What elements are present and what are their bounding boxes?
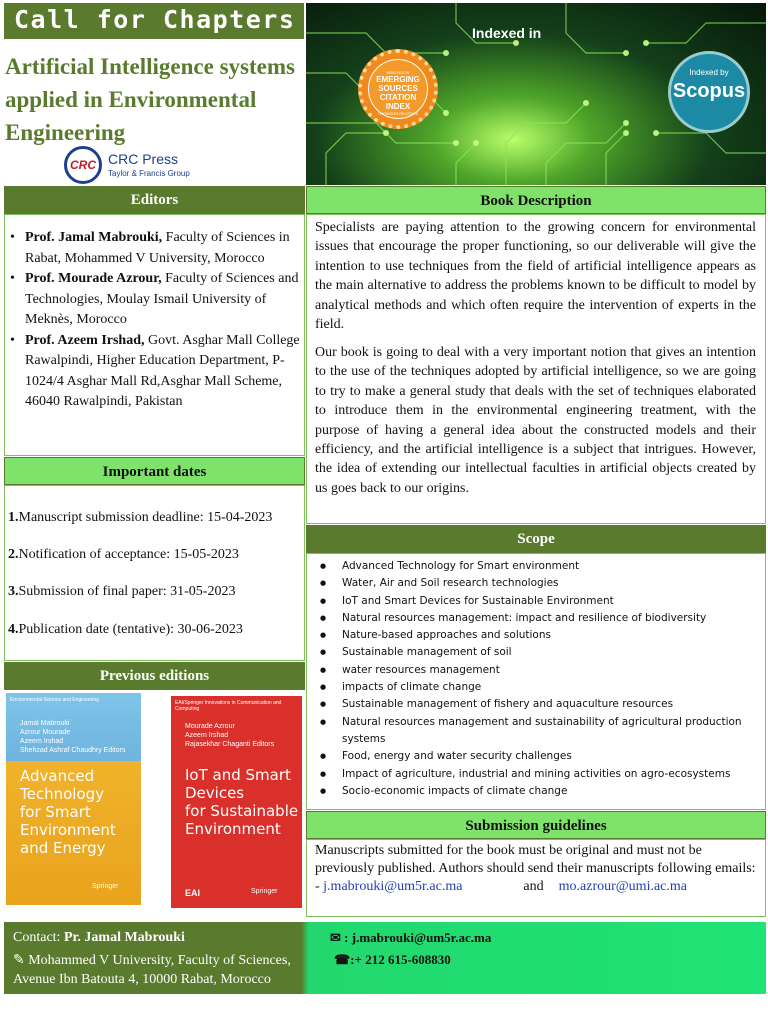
cover-publisher-eai: EAI (185, 888, 201, 898)
previous-editions-heading: Previous editions (4, 662, 305, 690)
esci-line: CITATION (379, 93, 417, 102)
date-text: Manuscript submission deadline: 15-04-2023 (18, 510, 273, 525)
crc-press-logo (64, 146, 194, 184)
dash: - (315, 879, 320, 894)
crc-logo-circle: CRC (64, 146, 102, 184)
esci-bottom: THOMSON REUTERS (377, 111, 419, 116)
cover-title-line: for Sustainable (185, 802, 299, 820)
cover-title-line: Advanced (20, 767, 95, 785)
cover-authors (185, 722, 274, 749)
scope-item: ● Advanced Technology for Smart environment (318, 558, 758, 575)
editor-affiliation: Faculty of Sciences and Technologies, Moulay Ismail University of Meknès, Morocco (25, 271, 299, 327)
scope-item: ● water resources management (318, 662, 758, 679)
publisher-name: CRC Press (108, 151, 179, 167)
address-text: Mohammed V University, Faculty of Sciences, (24, 953, 291, 968)
cover-title-line: Environment (20, 821, 116, 839)
footer-email[interactable]: j.mabrouki@um5r.ac.ma (351, 930, 492, 945)
cover-publisher: Springer (92, 883, 119, 890)
important-dates-heading: Important dates (4, 457, 305, 485)
footer-phone: :+ 212 615-608830 (350, 952, 451, 967)
cover-title-line: IoT and Smart (185, 766, 291, 784)
book-description-heading: Book Description (306, 186, 766, 214)
cover-authors (20, 719, 125, 755)
description-paragraph: Our book is going to deal with a very important notion that gives an intention to the use of the techniques adopted by artificial intelligence, so we are going to try to make a general study that deals with the set of techniques elaborated to introduce them in the environmental engineering treatment, with the purpose of having a general idea about the constructed models and their efficiency, and the artificial intelligence is a subject that intrigues. However, the idea of extending our intellectual faculties in artificial objects created by us goes back to our origins. (315, 345, 756, 496)
editor-affiliation: Faculty of Sciences in Rabat, Mohammed V University, Morocco (25, 230, 290, 266)
footer-email-line (330, 930, 491, 946)
cover-author: Azeem Irshad (20, 738, 64, 745)
date-item (8, 547, 239, 563)
publisher-group: Taylor & Francis Group (108, 169, 190, 178)
date-item (8, 584, 235, 600)
date-item (8, 622, 243, 638)
envelope-icon: ✉ (330, 930, 341, 945)
cover-author: Shehzad Ashraf Chaudhry Editors (20, 747, 126, 754)
footer-phone-line (334, 952, 451, 968)
email-link-mabrouki[interactable]: j.mabrouki@um5r.ac.ma (323, 879, 463, 894)
contact-name: Pr. Jamal Mabrouki (63, 930, 185, 945)
contact-label: Contact: (13, 930, 64, 945)
cover-title-line: and Energy (20, 839, 106, 857)
esci-badge (358, 49, 438, 129)
submission-text-block (315, 842, 759, 896)
editor-affiliation: Govt. Asghar Mall College Rawalpindi, Higher Education Department, P-1024/4 Asghar Mall Rd,Asghar Mall Scheme, 46040 Rawalpindi, Pakistan (25, 332, 300, 409)
submission-text: Manuscripts submitted for the book must be original and must not be previously published. Authors should send their manuscripts following emails: (315, 843, 756, 876)
date-number: 2. (8, 547, 19, 562)
address-line-1 (13, 952, 291, 969)
description-paragraph: Specialists are paying attention to the growing concern for environmental issues that encourage the proper functioning, so our deliverable will give the intention to use techniques from the field of artificial intelligence appears as the main alternative to address the problems known to be difficult to model by analytical methods and which often require the intervention of experts in the field. (315, 220, 756, 333)
cover-title-line: for Smart (20, 803, 91, 821)
submission-guidelines-heading: Submission guidelines (306, 811, 766, 839)
and-text: and (523, 879, 544, 894)
scope-item: ● Water, Air and Soil research technologies (318, 575, 758, 592)
email-prefix: : (340, 930, 352, 945)
date-item (8, 510, 272, 526)
esci-line: EMERGING (376, 75, 420, 84)
cover-author: Rajasekhar Chaganti Editors (185, 741, 275, 748)
cover-title-line: Environment (185, 820, 281, 838)
cover-publisher: Springer (251, 888, 278, 895)
editors-list (8, 228, 304, 413)
date-number: 4. (8, 622, 19, 637)
esci-top: INDEXED IN (386, 70, 410, 75)
contact-footer (4, 922, 766, 994)
editor-name: Prof. Jamal Mabrouki, (25, 230, 163, 245)
esci-line: INDEX (385, 102, 411, 111)
telephone-icon: ☎ (334, 952, 351, 967)
scopus-by: Indexed by (689, 68, 729, 77)
cover-author: Azrour Mourade (20, 729, 71, 736)
scope-list (318, 558, 758, 800)
date-text: Publication date (tentative): 30-06-2023 (18, 622, 243, 637)
banner-text: Call for Chapters (14, 5, 296, 34)
editor-item (8, 269, 304, 331)
scopus-badge (668, 51, 750, 133)
location-icon: ✎ (13, 953, 25, 968)
scope-item: ● Sustainable management of soil (318, 644, 758, 661)
contact-line (13, 930, 185, 946)
scope-item: ● Nature-based approaches and solutions (318, 627, 758, 644)
date-number: 3. (8, 584, 19, 599)
date-number: 1. (8, 510, 19, 525)
cover-series: Environmental Science and Engineering (10, 697, 99, 703)
book-title: Artificial Intelligence systems applied in Environmental Engineering (5, 54, 295, 145)
editors-heading: Editors (4, 186, 305, 214)
scope-heading: Scope (306, 525, 766, 553)
cover-title (20, 767, 116, 857)
scope-item: ● Impact of agriculture, industrial and mining activities on agro-ecosystems (318, 766, 758, 783)
scopus-name: Scopus (672, 80, 746, 102)
indexed-in-label: Indexed in (472, 25, 542, 41)
scope-item: ● Socio-economic impacts of climate change (318, 783, 758, 800)
address-line-2: Avenue Ibn Batouta 4, 10000 Rabat, Morocco (13, 972, 271, 987)
cover-series: EAI/Springer Innovations in Communication and Computing (175, 700, 282, 712)
scope-item: ● Food, energy and water security challenges (318, 748, 758, 765)
book-cover-iot-smart-devices[interactable] (171, 696, 302, 908)
cover-author: Mourade Azrour (185, 723, 235, 730)
cover-title-line: Technology (20, 785, 105, 803)
email-link-azrour[interactable]: mo.azrour@umi.ac.ma (558, 879, 687, 894)
date-text: Notification of acceptance: 15-05-2023 (18, 547, 239, 562)
cover-title-line: Devices (185, 784, 245, 802)
book-cover-advanced-technology[interactable] (6, 693, 141, 905)
submission-emails (315, 878, 759, 896)
editor-name: Prof. Azeem Irshad, (25, 332, 145, 348)
scope-item: ● Sustainable management of fishery and aquaculture resources (318, 696, 758, 713)
date-text: Submission of final paper: 31-05-2023 (18, 584, 236, 599)
scope-item: ● Natural resources management: impact and resilience of biodiversity (318, 610, 758, 627)
editor-item (8, 228, 304, 269)
editor-item (8, 331, 304, 413)
cover-author: Jamal Mabrouki (20, 720, 70, 727)
call-for-chapters-banner (4, 3, 304, 39)
editor-name: Prof. Mourade Azrour, (25, 271, 162, 286)
esci-line: SOURCES (378, 84, 418, 93)
scope-item: ● Natural resources management and sustainability of agricultural production systems (318, 714, 758, 749)
cover-title (185, 766, 298, 838)
scope-item: ● IoT and Smart Devices for Sustainable Environment (318, 593, 758, 610)
cover-author: Azeem Irshad (185, 732, 229, 739)
scope-item: ● impacts of climate change (318, 679, 758, 696)
esci-badge-inner (368, 59, 428, 119)
circuit-hero-image (306, 3, 766, 185)
